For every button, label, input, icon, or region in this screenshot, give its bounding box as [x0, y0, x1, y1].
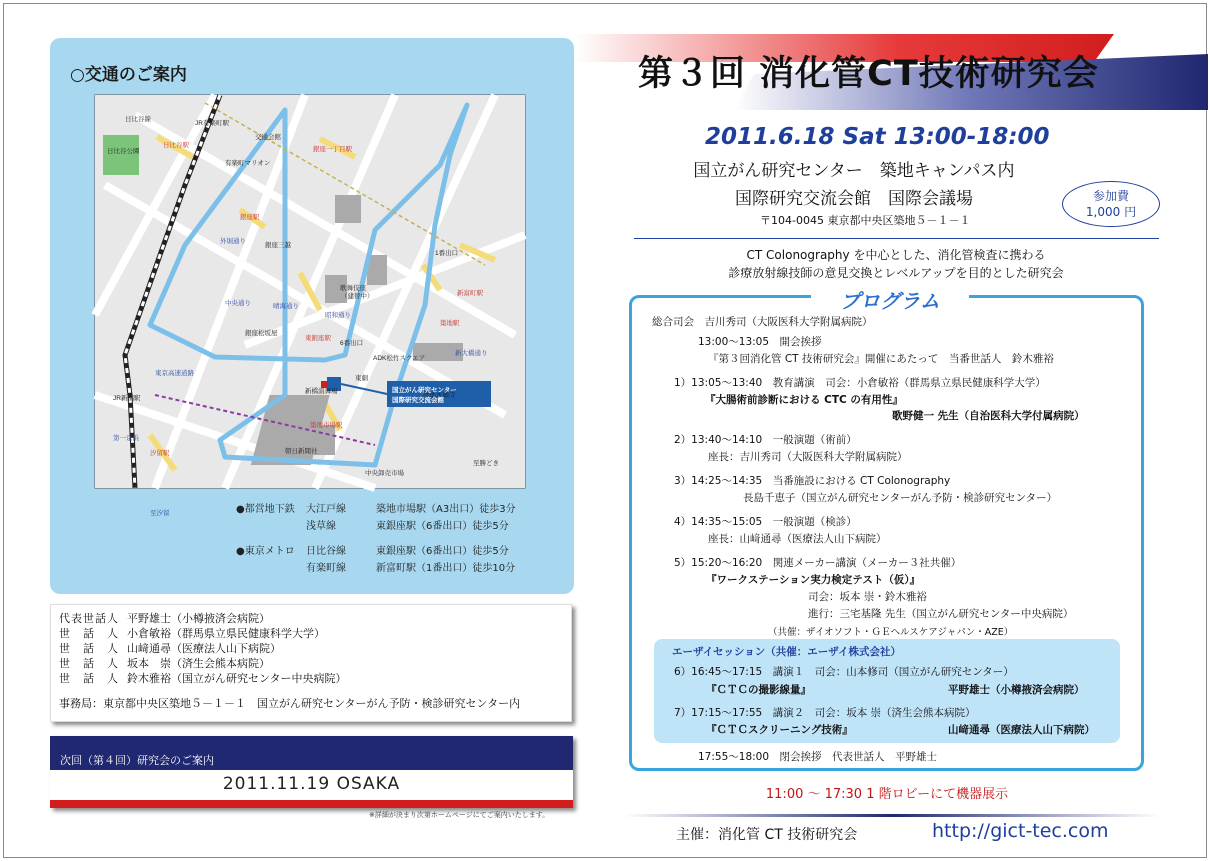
- program-line: 1）13:05～13:40 教育講演 司会：小倉敏裕（群馬県立県民健康科学大学）: [674, 377, 1046, 389]
- footer-rule: [624, 814, 1160, 817]
- intro-line-1: CT Colonography を中心とした、消化管検査に携わる: [746, 248, 1046, 262]
- member-row: 世 話 人 鈴木雅裕（国立がん研究センター中央病院）: [59, 672, 347, 685]
- program-line: 総合司会 吉川秀司（大阪医科大学附属病院）: [652, 316, 873, 328]
- kabukiza-note: （建替中）: [341, 293, 374, 300]
- ichiba-label: 中央卸売市場: [365, 470, 404, 477]
- fee-label: 参加費: [1092, 189, 1129, 203]
- program-line: 座長：吉川秀司（大阪医科大学附属病院）: [708, 451, 908, 463]
- access-row: ●都営地下鉄 大江戸線 築地市場駅（A3出口）徒歩3分: [236, 504, 516, 515]
- venue-address: 〒104-0045 東京都中央区築地５－１－１: [760, 214, 971, 227]
- matsuzakaya-label: 銀座松坂屋: [245, 330, 278, 337]
- program-line: 6）16:45～17:15 講演１ 司会：山本修司（国立がん研究センター）: [674, 666, 1014, 678]
- fee-badge: [1062, 181, 1160, 227]
- hibiya-station-label: 日比谷駅: [163, 142, 189, 149]
- eisai-session-title: エーザイセッション（共催：エーザイ株式会社）: [672, 646, 902, 658]
- adk-label: ADK松竹スクエア: [373, 355, 426, 362]
- venue-line-2: 国際研究交流会館 国際会議場: [735, 189, 973, 209]
- secretariat: 事務局：東京都中央区築地５－１－１ 国立がん研究センターがん予防・検診研究センター内: [59, 697, 521, 710]
- jr-yurakucho-label: JR有楽町駅: [195, 120, 229, 127]
- shinbashi-enbujo-label: 新橋演舞場: [305, 388, 338, 395]
- program-line: 『ＣＴＣスクリーニング技術』: [706, 724, 853, 736]
- program-line: 3）14:25～14:35 当番施設における CT Colonography: [674, 475, 951, 487]
- program-line: 『ＣＴＣの撮影線量』: [706, 684, 811, 696]
- fee-value: 1,000 円: [1085, 205, 1137, 219]
- program-line: 4）14:35～15:05 一般演題（検診）: [674, 516, 857, 528]
- showa-dori-label: 昭和通り: [325, 312, 351, 319]
- sotobori-label: 外堀通り: [220, 238, 246, 245]
- chuo-dori-label: 中央通り: [225, 300, 251, 307]
- member-row: 代表世話人 平野雄士（小樽掖済会病院）: [59, 612, 270, 625]
- access-map-panel: [50, 38, 574, 594]
- shiodome-label: 汐留駅: [150, 450, 170, 457]
- organizer-host: 主催：消化管 CT 技術研究会: [676, 827, 858, 843]
- togeki-label: 東劇: [355, 375, 368, 382]
- access-list: [236, 501, 516, 577]
- honganji-label: 築地本願寺: [423, 392, 456, 399]
- program-line: 『ワークステーション実力検定テスト（仮）』: [706, 574, 921, 586]
- program-line: 7）17:15～17:55 講演２ 司会：坂本 崇（済生会熊本病院）: [674, 707, 976, 719]
- kotsu-kaikan-label: 交通会館: [255, 134, 281, 141]
- program-line: 平野雄士（小樽掖済会病院）: [948, 684, 1085, 696]
- hibiya-park-label: 日比谷公園: [107, 148, 140, 155]
- marion-label: 有楽町マリオン: [225, 160, 271, 167]
- ginza-station-label: 銀座駅: [240, 214, 260, 221]
- program-title: プログラム: [811, 285, 969, 314]
- program-line: 山﨑通尋（医療法人山下病院）: [948, 724, 1095, 736]
- harumi-dori-label: 晴海通り: [273, 303, 299, 310]
- hibiya-line-label: 日比谷線: [125, 116, 151, 123]
- program-line: 2）13:40～14:10 一般演題（術前）: [674, 434, 857, 446]
- higashiginza-label: 東銀座駅: [305, 335, 331, 342]
- mitsukoshi-label: 銀座三越: [265, 242, 291, 249]
- program-line: 17:55～18:00 閉会挨拶 代表世話人 平野雄士: [698, 751, 938, 763]
- daiichi-label: 第一京浜: [113, 435, 139, 442]
- jr-shinbashi-label: JR新橋駅: [113, 395, 141, 402]
- exhibition-note: 11:00 ～ 17:30 1 階ロビーにて機器展示: [765, 787, 1009, 802]
- event-date: 2011.6.18 Sat 13:00-18:00: [705, 124, 1050, 150]
- kachidoki-label: 至勝どき: [473, 460, 499, 467]
- access-row: 浅草線 東銀座駅（6番出口）徒歩5分: [306, 521, 509, 532]
- program-line: 『第３回消化管 CT 技術研究会』開催にあたって 当番世話人 鈴木雅裕: [708, 353, 1054, 365]
- program-line: 歌野健一 先生（自治医科大学付属病院）: [892, 410, 1085, 422]
- member-row: 世 話 人 山﨑通尋（医療法人山下病院）: [59, 642, 281, 655]
- website-link[interactable]: http://gict-tec.com: [932, 820, 1109, 842]
- expressway-label: 東京高速道路: [155, 370, 194, 377]
- program-line: 長島千恵子（国立がん研究センターがん予防・検診研究センター）: [743, 492, 1058, 504]
- intro-line-2: 診療放射線技師の意見交換とレベルアップを目的とした研究会: [728, 266, 1064, 280]
- venue-line-1: 国立がん研究センター 築地キャンパス内: [693, 161, 1015, 181]
- shinohashi-label: 新大橋通り: [455, 350, 488, 357]
- member-row: 世 話 人 小倉敏裕（群馬県立県民健康科学大学）: [59, 627, 325, 640]
- shiodome-bottom-label: 至汐留: [150, 510, 170, 517]
- organizer-board: [50, 604, 572, 722]
- exit1-label: 1番出口: [435, 250, 459, 257]
- center-label-2: 国際研究交流会館: [392, 397, 444, 404]
- next-meeting-date: 2011.11.19 OSAKA: [50, 770, 573, 800]
- header-divider: [634, 238, 1159, 239]
- program-line: 座長：山﨑通尋（医療法人山下病院）: [708, 533, 887, 545]
- program-line: （共催：ザイオソフト・ＧＥヘルスケアジャパン・AZE）: [768, 627, 1014, 638]
- red-stripe: [50, 800, 573, 808]
- page-title: 第３回 消化管CT技術研究会: [638, 54, 1099, 94]
- access-title: ○交通のご案内: [70, 65, 187, 85]
- center-label-1: 国立がん研究センター: [392, 387, 457, 394]
- program-line: 5）15:20～16:20 関連メーカー講演（メーカー３社共催）: [674, 557, 962, 569]
- program-line: 『大腸術前診断における CTC の有用性』: [705, 394, 903, 406]
- asahi-label: 朝日新聞社: [285, 448, 318, 455]
- next-meeting-note: ※詳細が決まり次第ホームページにてご案内いたします。: [369, 811, 550, 819]
- program-line: 司会：坂本 崇・鈴木雅裕: [808, 591, 927, 603]
- access-row: ●東京メトロ 日比谷線 東銀座駅（6番出口）徒歩5分: [236, 546, 509, 557]
- next-meeting-label: 次回（第４回）研究会のご案内: [50, 736, 573, 770]
- kabukiza-label: 歌舞伎座: [340, 285, 366, 292]
- ginza-itchome-label: 銀座一丁目駅: [313, 146, 352, 153]
- tsukiji-station-label: 築地駅: [440, 320, 460, 327]
- exit6-label: 6番出口: [340, 340, 364, 347]
- shintomicho-label: 新富町駅: [457, 290, 483, 297]
- access-row: 有楽町線 新富町駅（1番出口）徒歩10分: [306, 563, 516, 574]
- program-line: 13:00～13:05 開会挨拶: [698, 336, 822, 348]
- program-line: 進行：三宅基隆 先生（国立がん研究センター中央病院）: [808, 608, 1074, 620]
- member-row: 世 話 人 坂本 崇（済生会熊本病院）: [59, 657, 270, 670]
- next-meeting-banner: [50, 736, 573, 808]
- tsukijishijo-label: 築地市場駅: [310, 422, 343, 429]
